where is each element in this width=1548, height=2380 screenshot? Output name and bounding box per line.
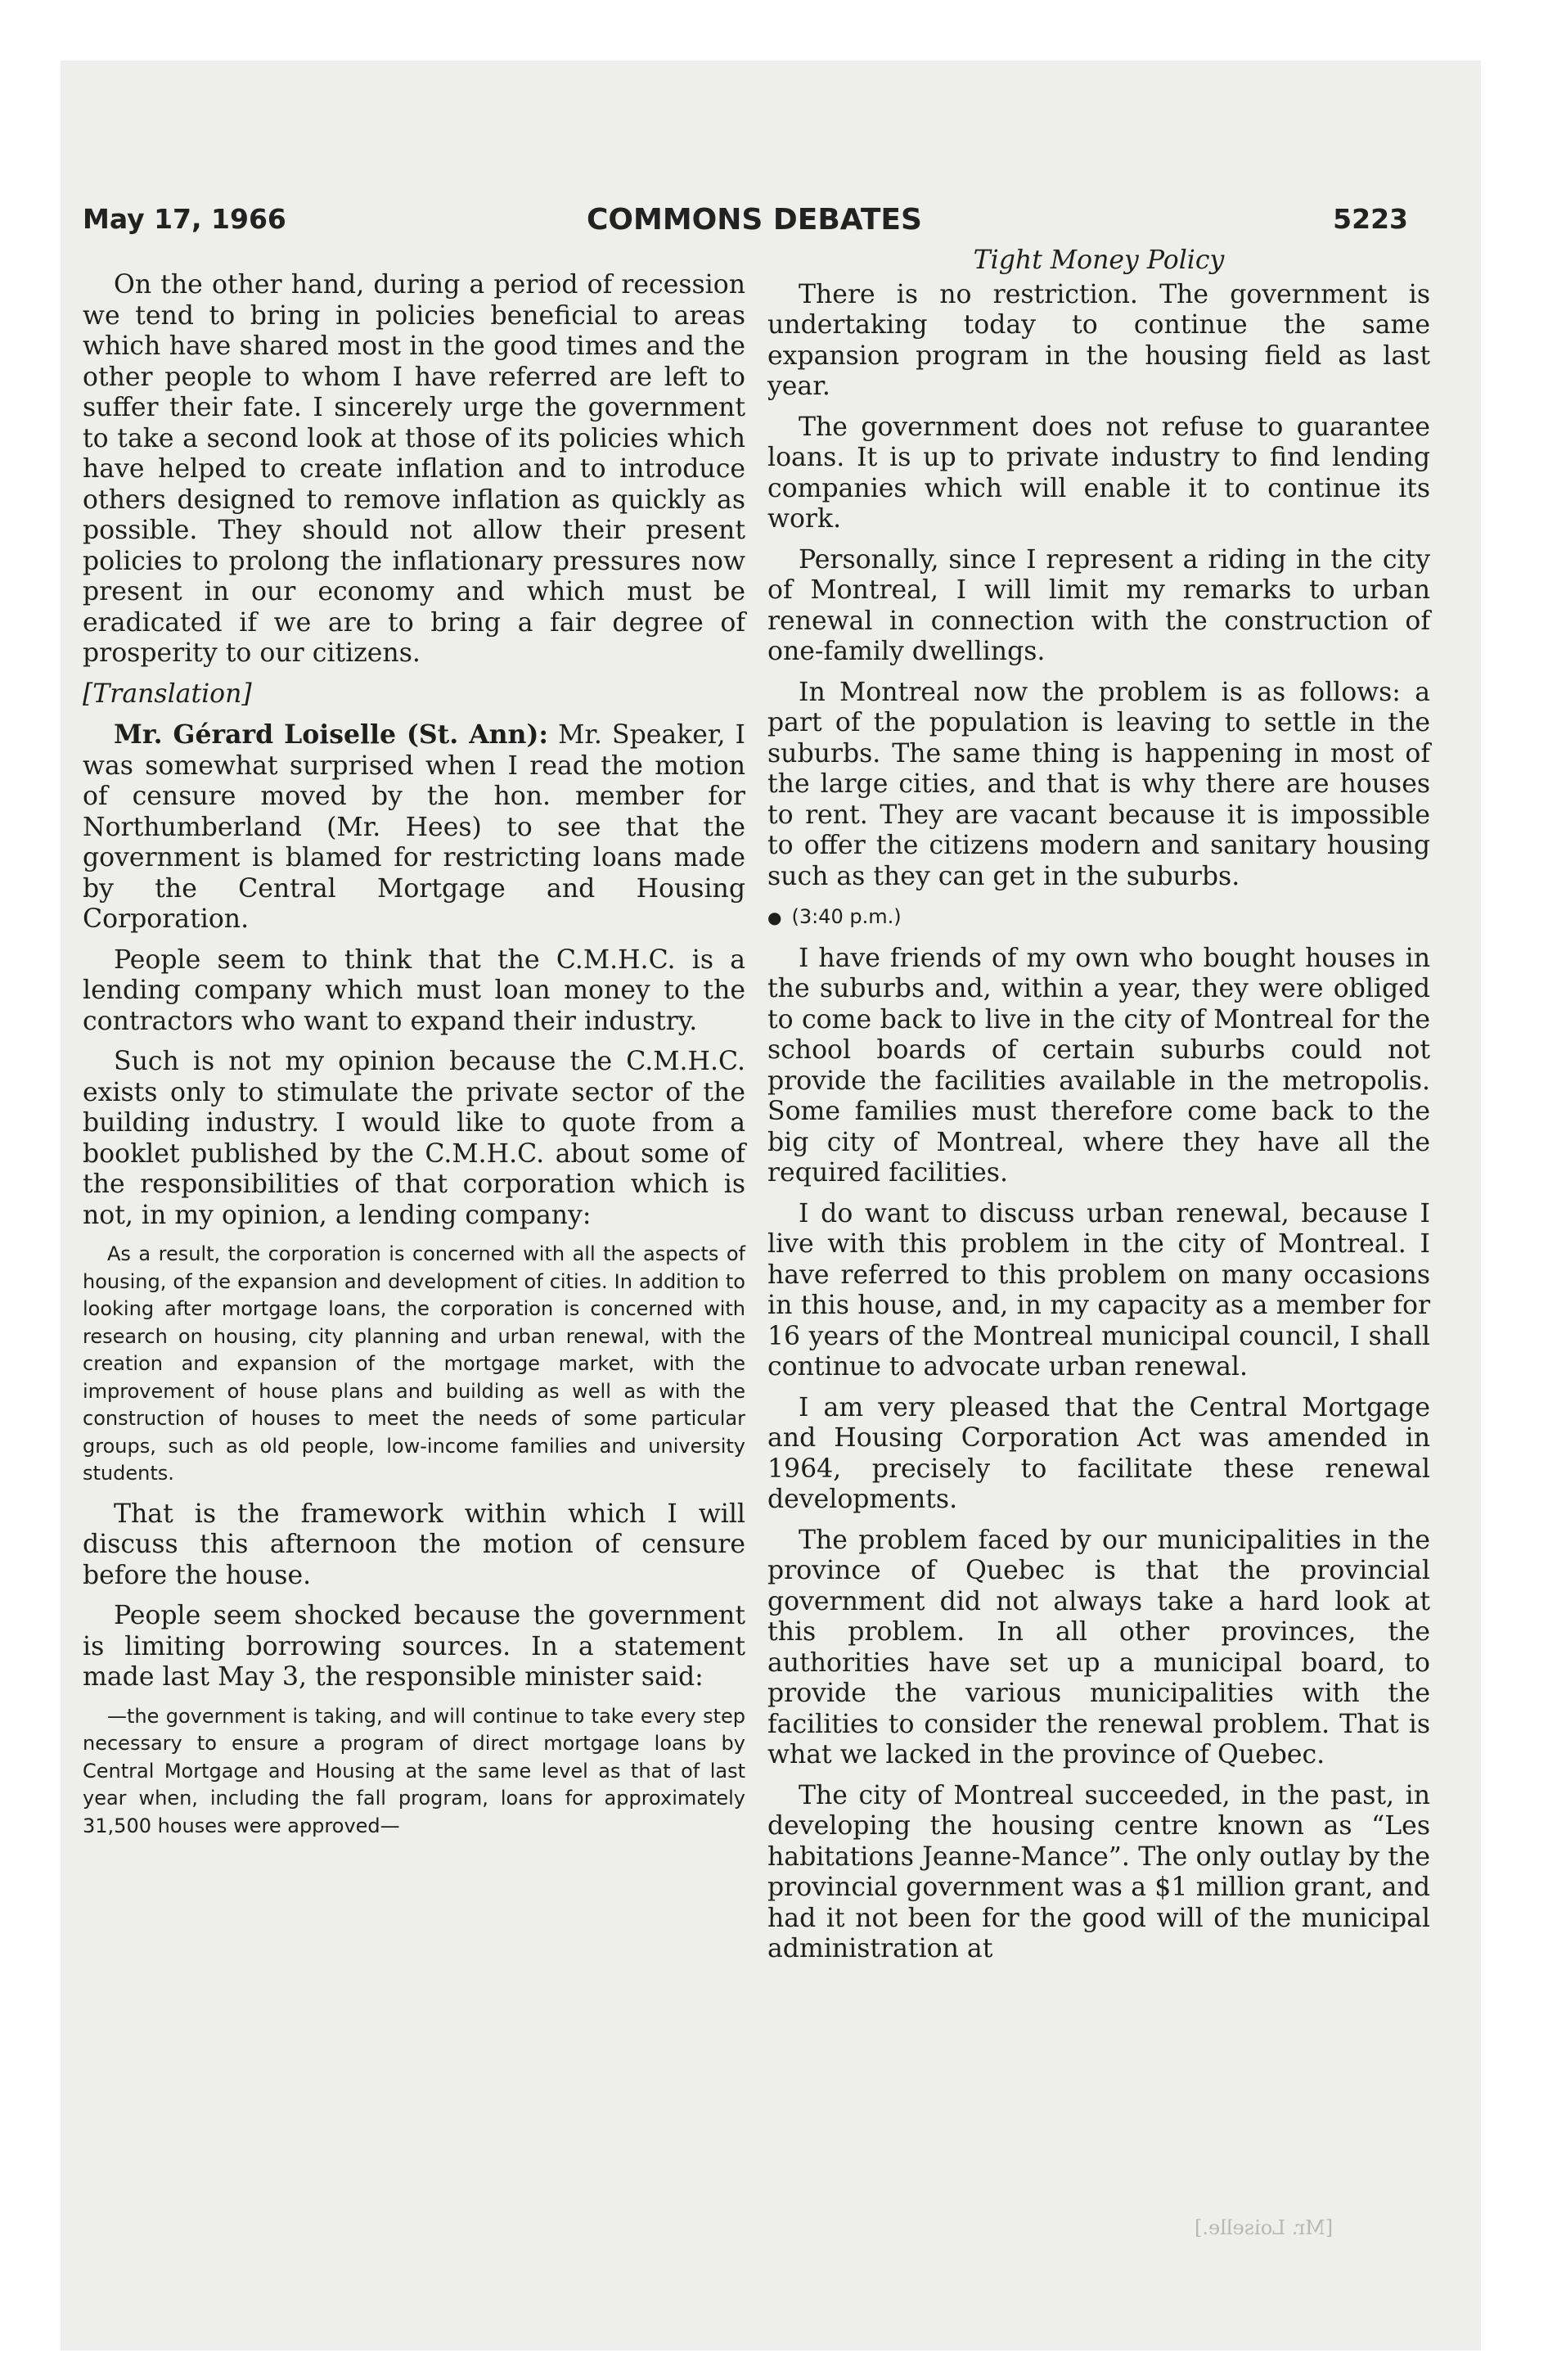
paragraph: There is no restriction. The government is undertaking today to continue the same expansion program in the housing field as last year. — [767, 279, 1430, 401]
paragraph: On the other hand, during a period of recession we tend to bring in policies beneficial to areas which have shared most in the good times and the other people to whom I have referred are left to suffer their fate. I sincerely urge the government to take a second look at those of its policies which have helped to create inflation and to introduce others designed to remove inflation as quickly as possible. They should not allow their present policies to prolong the inflationary pressures now present in our economy and which must be eradicated if we are to bring a fair degree of prosperity to our citizens. — [83, 270, 745, 668]
paragraph-text: Mr. Speaker, I was somewhat surprised when I read the motion of censure moved by the hon. member for Northumberland (Mr. Hees) to see that the government is blamed for restricting loans made by the Central Mortgage and Housing Corporation. — [83, 720, 745, 934]
header-title: COMMONS DEBATES — [587, 203, 922, 237]
header-page-number: 5223 — [1333, 203, 1408, 235]
paragraph: Such is not my opinion because the C.M.H.C. exists only to stimulate the private sector of the building industry. I would like to quote from a booklet published by the C.M.H.C. about some of the responsibilities of that corporation which is not, in my opinion, a lending company: — [83, 1047, 745, 1230]
paragraph: The city of Montreal succeeded, in the past, in developing the housing centre known as “Les habitations Jeanne-Mance”. The only outlay by the provincial government was a $1 million grant, and had it not been for the good will of the municipal administration at — [767, 1780, 1430, 1963]
left-column — [83, 270, 745, 1851]
speaker-name: Mr. Gérard Loiselle (St. Ann): — [114, 719, 548, 750]
paragraph: That is the framework within which I will discuss this afternoon the motion of censure before the house. — [83, 1499, 745, 1590]
time-stamp — [767, 902, 1430, 934]
show-through-text: [Mr. Loiselle.] — [1195, 2216, 1334, 2239]
bullet-icon: ● — [767, 908, 782, 927]
translation-note: [Translation] — [83, 678, 252, 709]
paragraph: The problem faced by our municipalities in the province of Quebec is that the provincial government did not always take a hard look at this problem. In all other provinces, the authorities have set up a municipal board, to provide the various municipalities with the facilities to consider the renewal problem. That is what we lacked in the province of Quebec. — [767, 1525, 1430, 1769]
paragraph: People seem to think that the C.M.H.C. is a lending company which must loan money to the contractors who want to expand their industry. — [83, 944, 745, 1036]
page-header — [83, 203, 1408, 244]
paragraph: The government does not refuse to guarantee loans. It is up to private industry to find lending companies which will enable it to continue its work. — [767, 412, 1430, 534]
header-date: May 17, 1966 — [83, 203, 286, 235]
paragraph: I do want to discuss urban renewal, because I live with this problem in the city of Montreal. I have referred to this problem on many occasions in this house, and, in my capacity as a member for 16 years of the Montreal municipal council, I shall continue to advocate urban renewal. — [767, 1198, 1430, 1382]
paragraph: People seem shocked because the government is limiting borrowing sources. In a statement made last May 3, the responsible minister said: — [83, 1601, 745, 1692]
paragraph: In Montreal now the problem is as follows: a part of the population is leaving to settle in the suburbs. The same thing is happening in most of the large cities, and that is why there are houses to rent. They are vacant because it is impossible to offer the citizens modern and sanitary housing such as they can get in the suburbs. — [767, 677, 1430, 891]
time-stamp-text: (3:40 p.m.) — [791, 905, 902, 928]
paragraph: I have friends of my own who bought houses in the suburbs and, within a year, they were obliged to come back to live in the city of Montreal for the school boards of certain suburbs could not provide the facilities available in the metropolis. Some families must therefore come back to the big city of Montreal, where they have all the required facilities. — [767, 943, 1430, 1188]
paragraph: I am very pleased that the Central Mortgage and Housing Corporation Act was amended in 1964, precisely to facilitate these renewal developments. — [767, 1392, 1430, 1514]
right-column — [767, 246, 1430, 1975]
running-head: Tight Money Policy — [973, 246, 1225, 275]
block-quote: —the government is taking, and will continue to take every step necessary to ensure a program of direct mortgage loans by Central Mortgage and Housing at the same level as that of last year when, including the fall program, loans for approximately 31,500 houses were approved— — [83, 1704, 745, 1837]
speaker-paragraph — [83, 719, 745, 935]
block-quote: As a result, the corporation is concerned with all the aspects of housing, of the expansion and development of cities. In addition to looking after mortgage loans, the corporation is concerned with research on housing, city planning and urban renewal, with the creation and expansion of the mortgage market, with the improvement of house plans and building as well as with the construction of houses to meet the needs of some particular groups, such as old people, low-income families and university students. — [83, 1242, 745, 1485]
paragraph: Personally, since I represent a riding in the city of Montreal, I will limit my remarks to urban renewal in connection with the construction of one-family dwellings. — [767, 544, 1430, 666]
